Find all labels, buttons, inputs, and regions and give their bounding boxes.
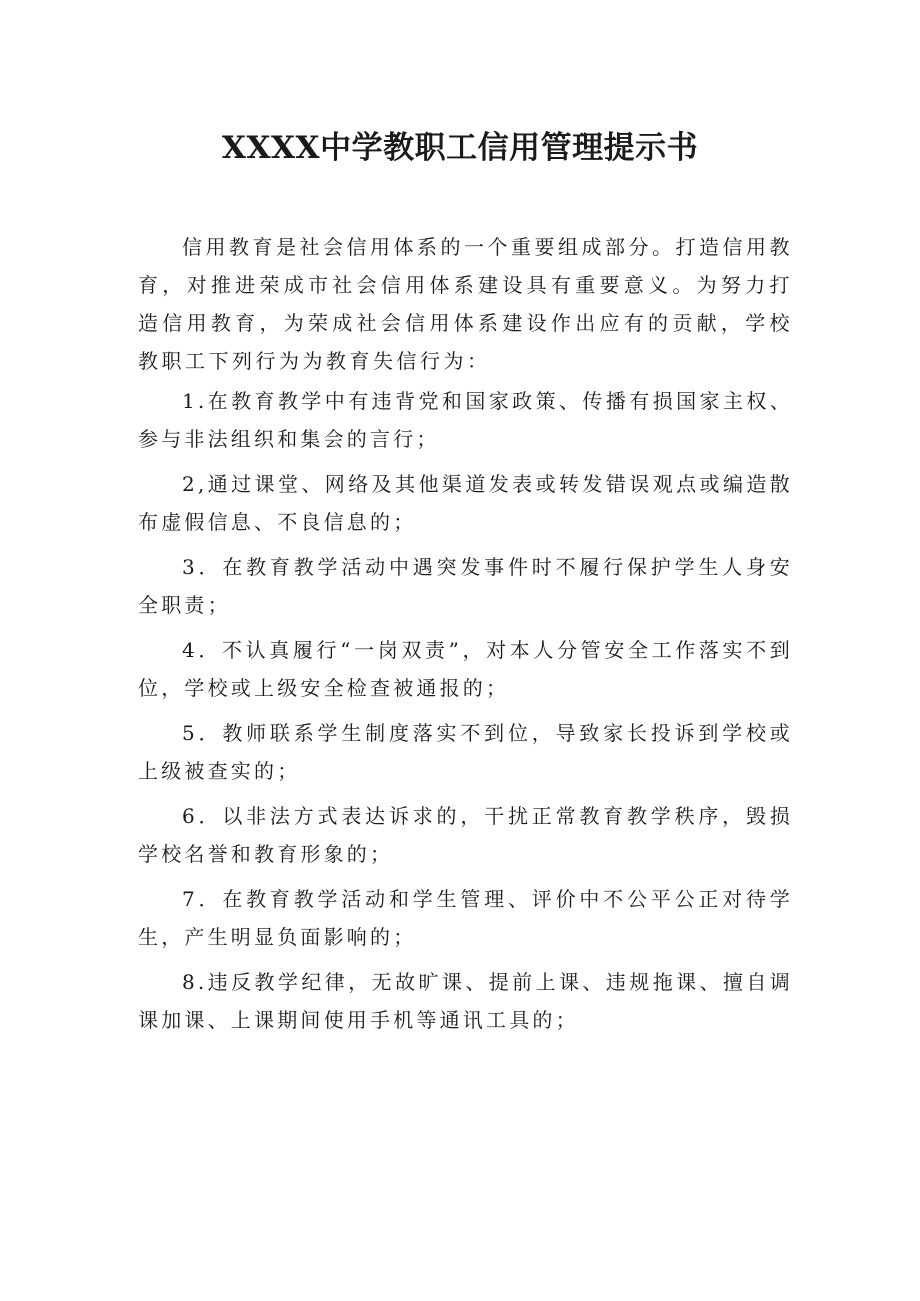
list-item-6: 6．以非法方式表达诉求的，干扰正常教育教学秩序，毁损学校名誉和教育形象的；	[138, 804, 793, 866]
list-item-3: 3．在教育教学活动中遇突发事件时不履行保护学生人身安全职责；	[138, 555, 793, 617]
list-item-5: 5．教师联系学生制度落实不到位，导致家长投诉到学校或上级被查实的；	[138, 721, 793, 783]
list-item-1: 1.在教育教学中有违背党和国家政策、传播有损国家主权、参与非法组织和集会的言行；	[138, 389, 793, 451]
intro-paragraph: 信用教育是社会信用体系的一个重要组成部分。打造信用教育，对推进荣成市社会信用体系建设具有重要意义。为努力打造信用教育，为荣成社会信用体系建设作出应有的贡献，学校教职工下列行为为教育失信行为：	[138, 235, 793, 373]
document-title: XXXX中学教职工信用管理提示书	[221, 130, 699, 166]
list-item-8: 8.违反教学纪律，无故旷课、提前上课、违规拖课、擅自调课加课、上课期间使用手机等通讯工具的；	[138, 970, 793, 1032]
list-item-2: 2,通过课堂、网络及其他渠道发表或转发错误观点或编造散布虚假信息、不良信息的；	[138, 472, 793, 534]
list-item-7: 7．在教育教学活动和学生管理、评价中不公平公正对待学生，产生明显负面影响的；	[138, 887, 793, 949]
document-body	[138, 228, 793, 1046]
list-item-4: 4．不认真履行“一岗双责”，对本人分管安全工作落实不到位，学校或上级安全检查被通报的；	[138, 638, 793, 700]
